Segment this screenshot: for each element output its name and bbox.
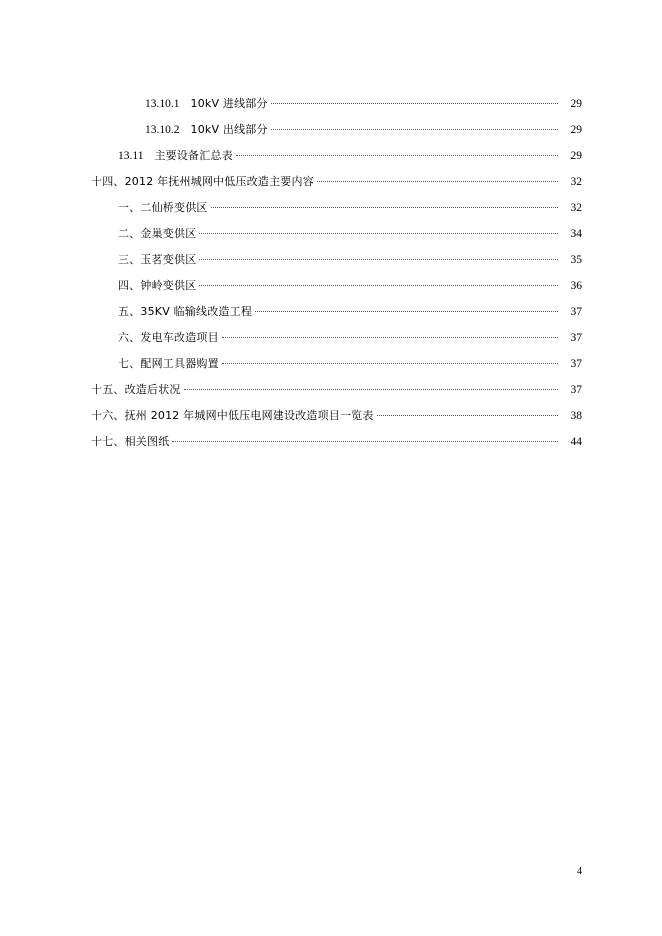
toc-entry-title: 七、配网工具器购置 xyxy=(118,357,219,370)
toc-entry-number: 13.10.1 xyxy=(145,98,180,110)
toc-entry-title: 主要设备汇总表 xyxy=(154,149,233,162)
toc-entry-page: 29 xyxy=(570,150,582,162)
toc-entry[interactable] xyxy=(91,434,582,450)
dot-leader xyxy=(222,363,558,364)
toc-entry-title: 十七、相关图纸 xyxy=(91,435,170,448)
dot-leader xyxy=(199,233,558,234)
toc-entry[interactable] xyxy=(118,200,582,216)
toc-entry-title: 10kV 出线部分 xyxy=(190,123,268,136)
toc-entry-page: 38 xyxy=(570,410,582,422)
toc-entry-title: 一、二仙桥变供区 xyxy=(118,201,208,214)
toc-entry-page: 32 xyxy=(570,176,582,188)
dot-leader xyxy=(222,337,558,338)
dot-leader xyxy=(271,129,558,130)
toc-entry-page: 35 xyxy=(570,254,582,266)
toc-entry-title: 十六、抚州 2012 年城网中低压电网建设改造项目一览表 xyxy=(91,409,374,422)
toc-entry-page: 37 xyxy=(570,306,582,318)
toc-entry-title: 十五、改造后状况 xyxy=(91,383,181,396)
dot-leader xyxy=(199,259,558,260)
toc-entry-page: 37 xyxy=(570,358,582,370)
toc-entry[interactable] xyxy=(118,252,582,268)
toc-entry-title: 十四、2012 年抚州城网中低压改造主要内容 xyxy=(91,175,314,188)
dot-leader xyxy=(184,389,558,390)
dot-leader xyxy=(317,181,558,182)
dot-leader xyxy=(199,285,558,286)
toc-entry-title: 四、钟岭变供区 xyxy=(118,279,197,292)
toc-entry-title: 五、35KV 临输线改造工程 xyxy=(118,305,253,318)
toc-entry-title: 六、发电车改造项目 xyxy=(118,331,219,344)
toc-entry[interactable] xyxy=(118,330,582,346)
toc-entry-page: 29 xyxy=(570,98,582,110)
toc-entry-page: 37 xyxy=(570,384,582,396)
toc-entry[interactable] xyxy=(91,382,582,398)
toc-entry[interactable] xyxy=(145,122,582,138)
toc-entry-title: 10kV 进线部分 xyxy=(190,97,268,110)
dot-leader xyxy=(377,415,558,416)
toc-entry-page: 34 xyxy=(570,228,582,240)
toc-entry[interactable] xyxy=(118,356,582,372)
toc-entry-page: 29 xyxy=(570,124,582,136)
dot-leader xyxy=(236,155,558,156)
dot-leader xyxy=(255,311,558,312)
dot-leader xyxy=(271,103,558,104)
toc-entry[interactable] xyxy=(118,304,582,320)
toc-entry[interactable] xyxy=(145,96,582,112)
toc-entry-number: 13.10.2 xyxy=(145,124,180,136)
toc-entry-number: 13.11 xyxy=(118,150,144,162)
toc-entry-title: 二、金巢变供区 xyxy=(118,227,197,240)
footer-page-number: 4 xyxy=(577,866,582,877)
toc-entry[interactable] xyxy=(118,278,582,294)
toc-entry-page: 44 xyxy=(570,436,582,448)
toc-entry[interactable] xyxy=(91,408,582,424)
toc-entry-page: 37 xyxy=(570,332,582,344)
toc-entry[interactable] xyxy=(118,148,582,164)
toc-entry[interactable] xyxy=(91,174,582,190)
toc-entry-page: 36 xyxy=(570,280,582,292)
dot-leader xyxy=(211,207,558,208)
toc-entry[interactable] xyxy=(118,226,582,242)
toc-entry-title: 三、玉茗变供区 xyxy=(118,253,197,266)
toc-entry-page: 32 xyxy=(570,202,582,214)
dot-leader xyxy=(172,441,558,442)
